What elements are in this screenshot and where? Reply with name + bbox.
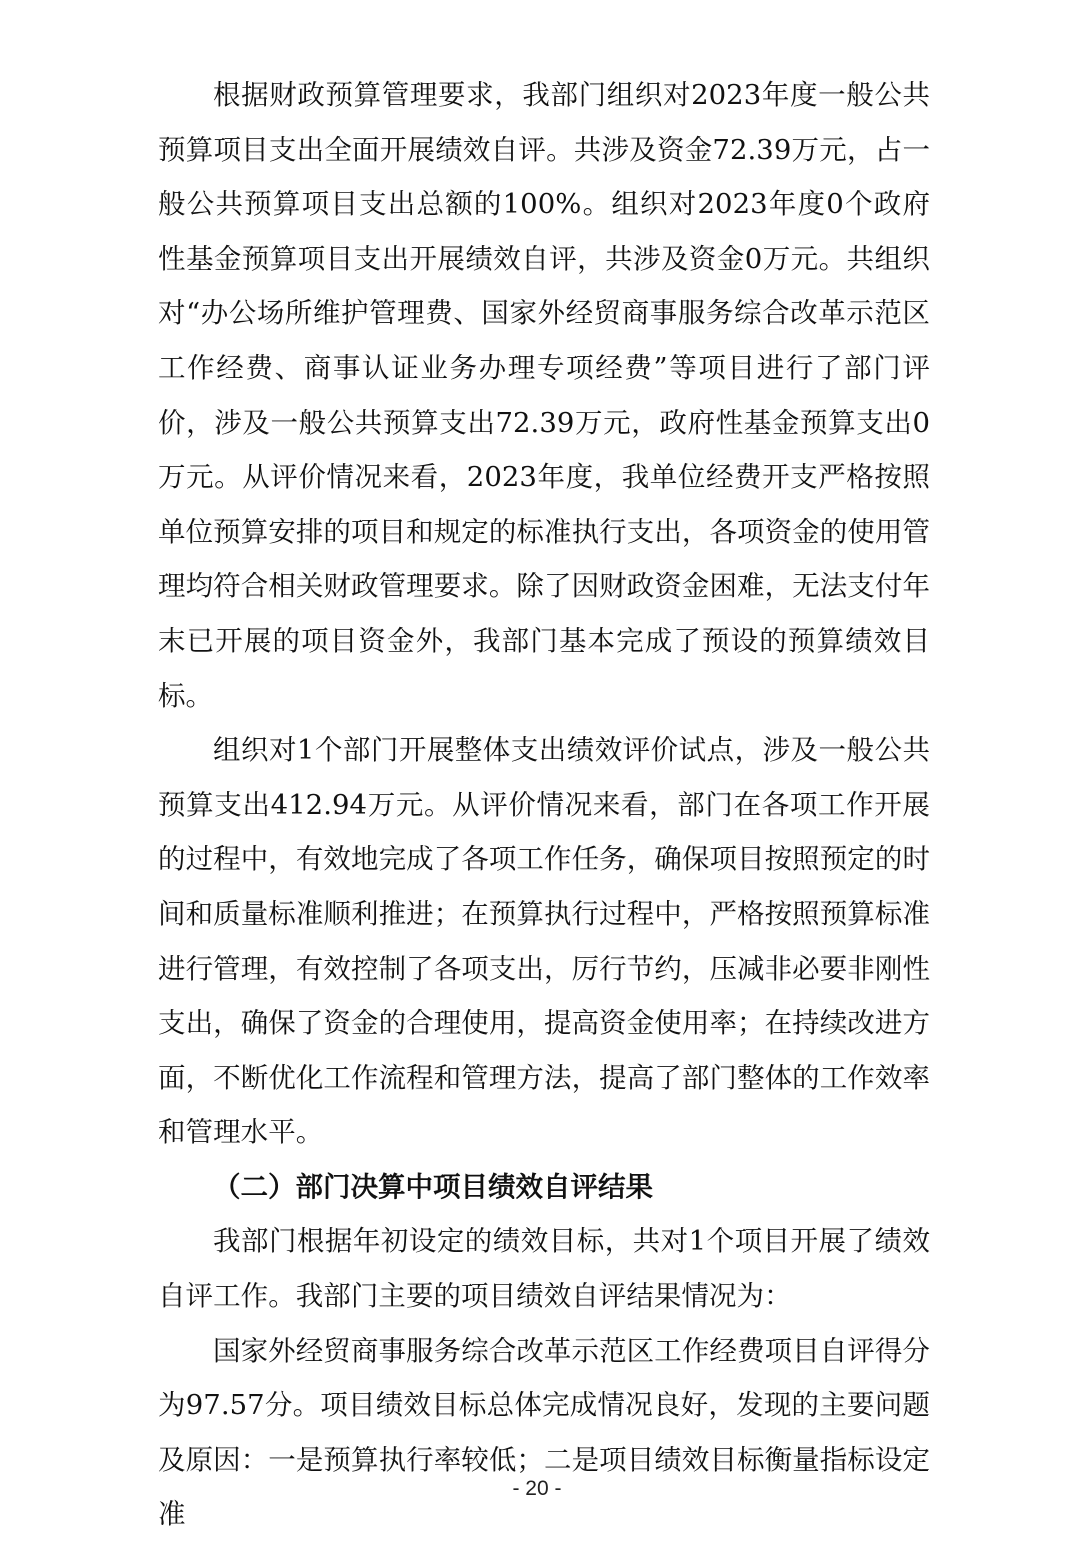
paragraph-project-score: 国家外经贸商事服务综合改革示范区工作经费项目自评得分为97.57分。项目绩效目标总体完成情况良好，发现的主要问题及原因：一是预算执行率较低；二是项目绩效目标衡量指标设定准 — [158, 1334, 930, 1531]
paragraph-overall-expenditure-evaluation: 组织对1个部门开展整体支出绩效评价试点，涉及一般公共预算支出412.94万元。从评价情况来看，部门在各项工作开展的过程中，有效地完成了各项工作任务，确保项目按照预定的时间和质量标准顺利推进；在预算执行过程中，严格按照预算标准进行管理，有效控制了各项支出，厉行节约，压减非必要非刚性支出，确保了资金的合理使用，提高资金使用率；在持续改进方面，不断优化工作流程和管理方法，提高了部门整体的工作效率和管理水平。 — [158, 734, 930, 1149]
paragraph-project-self-evaluation-intro: 我部门根据年初设定的绩效目标，共对1个项目开展了绩效自评工作。我部门主要的项目绩效自评结果情况为： — [158, 1225, 930, 1313]
page-number: - 20 - — [512, 1477, 562, 1500]
document-body — [158, 68, 930, 1542]
section-heading: （二）部门决算中项目绩效自评结果 — [213, 1170, 653, 1203]
paragraph-self-evaluation-overview: 根据财政预算管理要求，我部门组织对2023年度一般公共预算项目支出全面开展绩效自评。共涉及资金72.39万元，占一般公共预算项目支出总额的100%。组织对2023年度0个政府性基金预算项目支出开展绩效自评，共涉及资金0万元。共组织对“办公场所维护管理费、国家外经贸商事服务综合改革示范区工作经费、商事认证业务办理专项经费”等项目进行了部门评价，涉及一般公共预算支出72.39万元，政府性基金预算支出0万元。从评价情况来看，2023年度，我单位经费开支严格按照单位预算安排的项目和规定的标准执行支出，各项资金的使用管理均符合相关财政管理要求。除了因财政资金困难，无法支付年末已开展的项目资金外，我部门基本完成了预设的预算绩效目标。 — [158, 79, 930, 712]
